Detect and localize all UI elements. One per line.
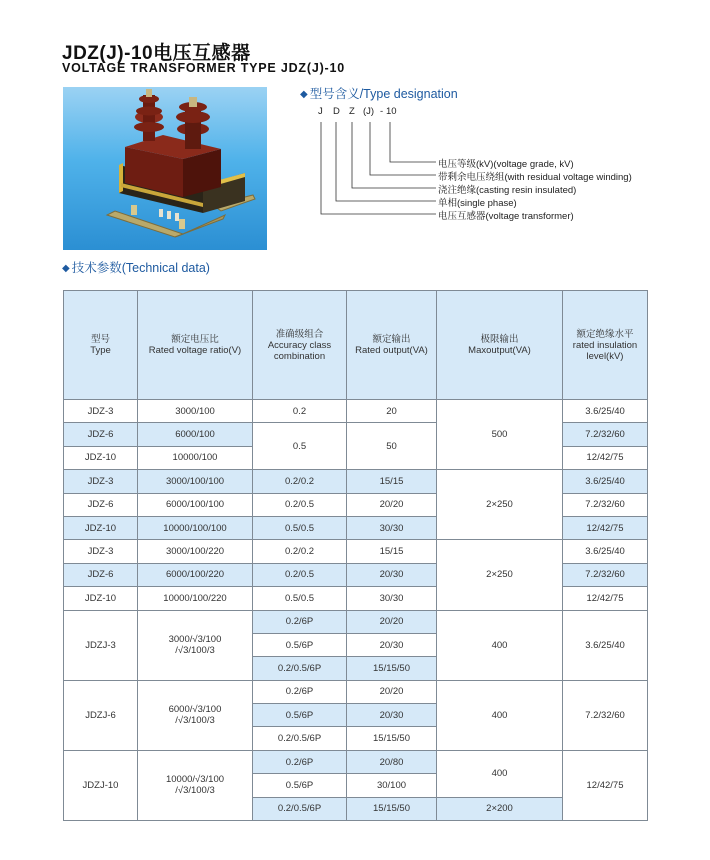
cell-ratio: 3000/√3/100 /√3/100/3: [138, 610, 253, 680]
table-row: [64, 680, 648, 703]
cell-type: JDZ-3: [64, 400, 138, 423]
cell-output: 30/100: [347, 774, 437, 797]
page-title: JDZ(J)-10电压互感器: [62, 43, 251, 64]
cell-type: JDZJ-3: [64, 610, 138, 680]
cell-insulation: 12/42/75: [563, 516, 648, 539]
type-designation-heading: ◆ 型号含义/Type designation: [300, 87, 458, 101]
cell-ratio: 3000/100/220: [138, 540, 253, 563]
technical-data-heading-text: 技术参数(Technical data): [71, 261, 210, 275]
cell-ratio: 3000/100: [138, 400, 253, 423]
cell-insulation: 12/42/75: [563, 750, 648, 820]
cell-output: 20/20: [347, 610, 437, 633]
cell-output: 20/20: [347, 680, 437, 703]
cell-output: 15/15/50: [347, 727, 437, 750]
cell-ratio: 10000/√3/100 /√3/100/3: [138, 750, 253, 820]
cell-output: 20/80: [347, 750, 437, 773]
header-output: 额定输出 Rated output(VA): [347, 291, 437, 400]
cell-maxoutput: 2×250: [437, 540, 563, 610]
cell-output: 15/15: [347, 470, 437, 493]
cell-output: 15/15/50: [347, 797, 437, 820]
code-letter-j: J: [318, 106, 323, 117]
cell-ratio: 3000/100/100: [138, 470, 253, 493]
table-row: [64, 750, 648, 773]
cell-insulation: 7.2/32/60: [563, 493, 648, 516]
cell-type: JDZ-3: [64, 540, 138, 563]
cell-output: 15/15: [347, 540, 437, 563]
cell-insulation: 12/42/75: [563, 446, 648, 469]
designation-line-single-phase: 单相(single phase): [438, 198, 517, 209]
table-row: [64, 470, 648, 493]
technical-data-heading: ◆ 技术参数(Technical data): [62, 261, 210, 275]
code-letter-d: D: [333, 106, 340, 117]
cell-type: JDZ-10: [64, 587, 138, 610]
cell-type: JDZJ-6: [64, 680, 138, 750]
product-photo: [63, 87, 267, 250]
page-subtitle: VOLTAGE TRANSFORMER TYPE JDZ(J)-10: [62, 61, 346, 75]
cell-maxoutput: 2×200: [437, 797, 563, 820]
cell-accuracy: 0.2/0.5: [253, 493, 347, 516]
cell-accuracy: 0.2/0.5/6P: [253, 727, 347, 750]
code-letter-j-paren: (J): [363, 106, 375, 117]
cell-insulation: 7.2/32/60: [563, 563, 648, 586]
cell-output: 20/30: [347, 563, 437, 586]
cell-accuracy: 0.2/0.2: [253, 540, 347, 563]
type-designation-heading-text: 型号含义/Type designation: [309, 87, 458, 101]
designation-line-voltage-grade: 电压等级(kV)(voltage grade, kV): [438, 159, 574, 170]
cell-type: JDZ-6: [64, 493, 138, 516]
cell-insulation: 3.6/25/40: [563, 610, 648, 680]
designation-line-voltage-transformer: 电压互感器(voltage transformer): [438, 211, 574, 222]
code-dash: -: [380, 106, 384, 117]
cell-accuracy: 0.2/6P: [253, 680, 347, 703]
cell-output: 20/20: [347, 493, 437, 516]
cell-type: JDZJ-10: [64, 750, 138, 820]
cell-ratio: 6000/100/100: [138, 493, 253, 516]
cell-insulation: 7.2/32/60: [563, 423, 648, 446]
cell-ratio: 6000/√3/100 /√3/100/3: [138, 680, 253, 750]
cell-type: JDZ-3: [64, 470, 138, 493]
cell-maxoutput: 400: [437, 680, 563, 750]
cell-accuracy: 0.5/6P: [253, 704, 347, 727]
cell-type: JDZ-6: [64, 563, 138, 586]
cell-maxoutput: 400: [437, 610, 563, 680]
table-row: [64, 400, 648, 423]
cell-maxoutput: 500: [437, 400, 563, 470]
header-ratio: 额定电压比 Rated voltage ratio(V): [138, 291, 253, 400]
cell-accuracy: 0.2/0.2: [253, 470, 347, 493]
transformer-illustration: [63, 87, 267, 250]
header-insulation: 额定绝缘水平 rated insulation level(kV): [563, 291, 648, 400]
cell-output: 20/30: [347, 633, 437, 656]
table-header-row: [64, 291, 648, 400]
cell-accuracy: 0.2/0.5: [253, 563, 347, 586]
code-letter-z: Z: [349, 106, 355, 117]
cell-accuracy: 0.5/0.5: [253, 587, 347, 610]
designation-diagram: [318, 106, 698, 231]
technical-data-table: [63, 290, 648, 821]
cell-accuracy: 0.5: [253, 423, 347, 470]
cell-maxoutput: 400: [437, 750, 563, 797]
cell-type: JDZ-10: [64, 516, 138, 539]
code-voltage: 10: [386, 106, 397, 117]
cell-accuracy: 0.5/0.5: [253, 516, 347, 539]
table-row: [64, 610, 648, 633]
designation-line-casting-resin: 浇注绝缘(casting resin insulated): [438, 185, 577, 196]
cell-accuracy: 0.2: [253, 400, 347, 423]
cell-ratio: 10000/100: [138, 446, 253, 469]
cell-ratio: 6000/100: [138, 423, 253, 446]
header-maxoutput: 极限输出 Maxoutput(VA): [437, 291, 563, 400]
cell-ratio: 10000/100/220: [138, 587, 253, 610]
cell-output: 20: [347, 400, 437, 423]
header-type: 型号 Type: [64, 291, 138, 400]
cell-insulation: 3.6/25/40: [563, 540, 648, 563]
cell-accuracy: 0.2/0.5/6P: [253, 797, 347, 820]
cell-insulation: 12/42/75: [563, 587, 648, 610]
table-row: [64, 540, 648, 563]
cell-maxoutput: 2×250: [437, 470, 563, 540]
cell-insulation: 3.6/25/40: [563, 400, 648, 423]
cell-insulation: 7.2/32/60: [563, 680, 648, 750]
cell-accuracy: 0.5/6P: [253, 633, 347, 656]
cell-insulation: 3.6/25/40: [563, 470, 648, 493]
cell-ratio: 6000/100/220: [138, 563, 253, 586]
cell-accuracy: 0.5/6P: [253, 774, 347, 797]
cell-output: 15/15/50: [347, 657, 437, 680]
cell-output: 30/30: [347, 516, 437, 539]
cell-type: JDZ-10: [64, 446, 138, 469]
cell-output: 30/30: [347, 587, 437, 610]
cell-ratio: 10000/100/100: [138, 516, 253, 539]
cell-output: 50: [347, 423, 437, 470]
designation-line-residual-winding: 带剩余电压绕组(with residual voltage winding): [438, 172, 632, 183]
header-accuracy: 准确级组合 Accuracy class combination: [253, 291, 347, 400]
cell-output: 20/30: [347, 704, 437, 727]
cell-type: JDZ-6: [64, 423, 138, 446]
cell-accuracy: 0.2/0.5/6P: [253, 657, 347, 680]
cell-accuracy: 0.2/6P: [253, 750, 347, 773]
cell-accuracy: 0.2/6P: [253, 610, 347, 633]
